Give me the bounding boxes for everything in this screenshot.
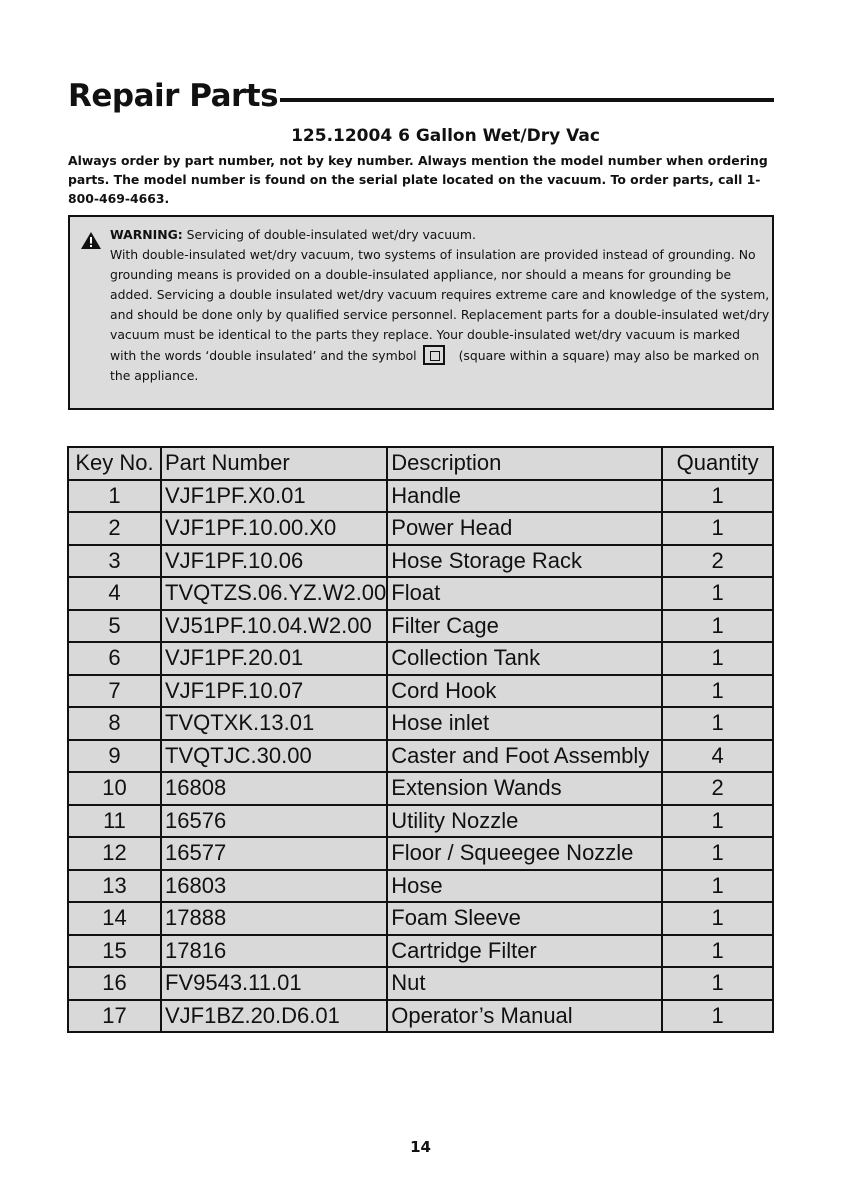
part-number-cell: 17888: [161, 902, 387, 935]
description-cell: Collection Tank: [387, 642, 662, 675]
quantity-cell: 1: [662, 805, 773, 838]
part-number-cell: TVQTZS.06.YZ.W2.00: [161, 577, 387, 610]
warning-after-symbol: (square within a square) may also be marked on the appliance.: [110, 348, 760, 383]
quantity-cell: 1: [662, 707, 773, 740]
table-row: [68, 480, 773, 513]
description-cell: Operator’s Manual: [387, 1000, 662, 1033]
table-row: [68, 545, 773, 578]
key-cell: 8: [68, 707, 161, 740]
warning-title: WARNING:: [110, 227, 183, 242]
key-cell: 10: [68, 772, 161, 805]
header-description: Description: [387, 447, 662, 480]
warning-box: [68, 215, 774, 410]
key-cell: 5: [68, 610, 161, 643]
key-cell: 17: [68, 1000, 161, 1033]
quantity-cell: 4: [662, 740, 773, 773]
part-number-cell: 16577: [161, 837, 387, 870]
quantity-cell: 1: [662, 902, 773, 935]
parts-table: [67, 446, 774, 1033]
table-row: [68, 512, 773, 545]
part-number-cell: VJF1BZ.20.D6.01: [161, 1000, 387, 1033]
key-cell: 13: [68, 870, 161, 903]
key-cell: 12: [68, 837, 161, 870]
quantity-cell: 1: [662, 577, 773, 610]
table-row: [68, 772, 773, 805]
page-number: 14: [410, 1138, 431, 1156]
description-cell: Extension Wands: [387, 772, 662, 805]
table-row: [68, 707, 773, 740]
quantity-cell: 2: [662, 545, 773, 578]
description-cell: Cord Hook: [387, 675, 662, 708]
quantity-cell: 1: [662, 935, 773, 968]
table-row: [68, 837, 773, 870]
key-cell: 4: [68, 577, 161, 610]
part-number-cell: TVQTJC.30.00: [161, 740, 387, 773]
table-row: [68, 577, 773, 610]
quantity-cell: 1: [662, 480, 773, 513]
key-cell: 9: [68, 740, 161, 773]
part-number-cell: TVQTXK.13.01: [161, 707, 387, 740]
description-cell: Utility Nozzle: [387, 805, 662, 838]
table-row: [68, 870, 773, 903]
description-cell: Hose: [387, 870, 662, 903]
part-number-cell: 16576: [161, 805, 387, 838]
description-cell: Hose Storage Rack: [387, 545, 662, 578]
description-cell: Nut: [387, 967, 662, 1000]
table-row: [68, 967, 773, 1000]
key-cell: 15: [68, 935, 161, 968]
ordering-instructions: Always order by part number, not by key number. Always mention the model number when ordering parts. The model number is found on the serial plate located on the vacuum. To order parts, call 1-800-469-4663.: [68, 153, 768, 206]
model-subtitle: 125.12004 6 Gallon Wet/Dry Vac: [291, 126, 600, 146]
page-title: Repair Parts: [68, 78, 279, 114]
description-cell: Handle: [387, 480, 662, 513]
table-row: [68, 902, 773, 935]
quantity-cell: 1: [662, 1000, 773, 1033]
description-cell: Caster and Foot Assembly: [387, 740, 662, 773]
key-cell: 11: [68, 805, 161, 838]
description-cell: Filter Cage: [387, 610, 662, 643]
header-quantity: Quantity: [662, 447, 773, 480]
key-cell: 16: [68, 967, 161, 1000]
table-row: [68, 740, 773, 773]
key-cell: 3: [68, 545, 161, 578]
description-cell: Floor / Squeegee Nozzle: [387, 837, 662, 870]
quantity-cell: 1: [662, 870, 773, 903]
quantity-cell: 1: [662, 675, 773, 708]
quantity-cell: 1: [662, 967, 773, 1000]
part-number-cell: VJ51PF.10.04.W2.00: [161, 610, 387, 643]
warning-text: [110, 225, 770, 386]
quantity-cell: 1: [662, 837, 773, 870]
part-number-cell: VJF1PF.10.06: [161, 545, 387, 578]
description-cell: Float: [387, 577, 662, 610]
warning-lead: Servicing of double-insulated wet/dry vacuum.: [186, 227, 476, 242]
description-cell: Cartridge Filter: [387, 935, 662, 968]
part-number-cell: FV9543.11.01: [161, 967, 387, 1000]
description-cell: Power Head: [387, 512, 662, 545]
table-row: [68, 935, 773, 968]
part-number-cell: VJF1PF.X0.01: [161, 480, 387, 513]
header-key-no: Key No.: [68, 447, 161, 480]
part-number-cell: 16803: [161, 870, 387, 903]
table-row: [68, 642, 773, 675]
key-cell: 1: [68, 480, 161, 513]
heading-rule: [280, 98, 774, 102]
quantity-cell: 2: [662, 772, 773, 805]
part-number-cell: 17816: [161, 935, 387, 968]
description-cell: Foam Sleeve: [387, 902, 662, 935]
table-row: [68, 1000, 773, 1033]
table-row: [68, 610, 773, 643]
table-row: [68, 675, 773, 708]
quantity-cell: 1: [662, 512, 773, 545]
description-cell: Hose inlet: [387, 707, 662, 740]
page-heading: [68, 68, 774, 112]
table-header-row: [68, 447, 773, 480]
double-insulated-square-icon: [423, 345, 445, 365]
warning-triangle-icon: [80, 231, 102, 250]
quantity-cell: 1: [662, 610, 773, 643]
key-cell: 14: [68, 902, 161, 935]
part-number-cell: 16808: [161, 772, 387, 805]
part-number-cell: VJF1PF.10.07: [161, 675, 387, 708]
part-number-cell: VJF1PF.20.01: [161, 642, 387, 675]
table-row: [68, 805, 773, 838]
key-cell: 7: [68, 675, 161, 708]
part-number-cell: VJF1PF.10.00.X0: [161, 512, 387, 545]
header-part-number: Part Number: [161, 447, 387, 480]
warning-body: With double-insulated wet/dry vacuum, two systems of insulation are provided instead of grounding. No grounding means is provided on a double-insulated appliance, nor should a means for grounding be added. Servicing a double insulated wet/dry vacuum requires extreme care and knowledge of the system, and should be done only by qualified service personnel. Replacement parts for a double-insulated wet/dry vacuum must be identical to the parts they replace. Your double-insulated wet/dry vacuum is marked with the words ‘double insulated’ and the symbol: [110, 247, 770, 363]
quantity-cell: 1: [662, 642, 773, 675]
key-cell: 6: [68, 642, 161, 675]
key-cell: 2: [68, 512, 161, 545]
